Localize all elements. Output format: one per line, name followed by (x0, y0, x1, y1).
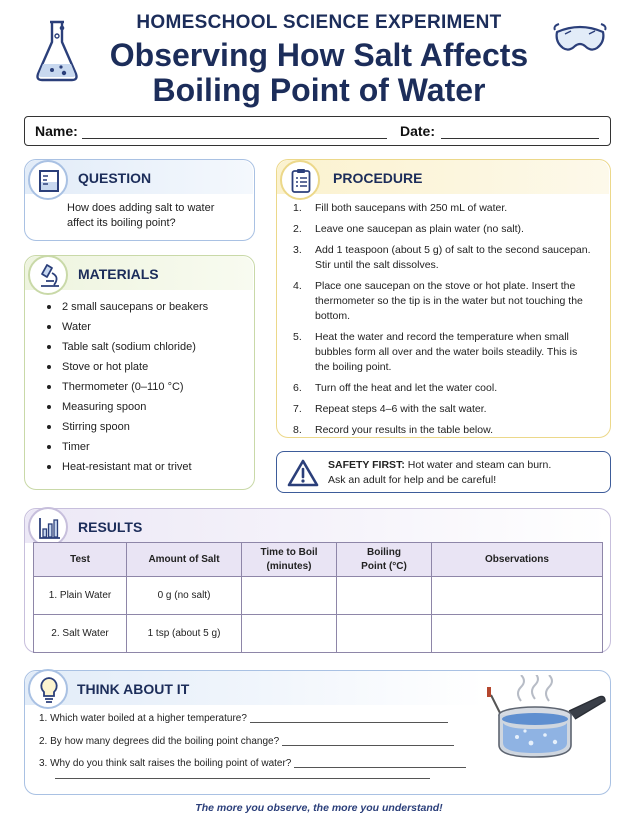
step-text: Add 1 teaspoon (about 5 g) of salt to the second saucepan. Stir until the salt dissolves. (315, 244, 591, 271)
procedure-heading: PROCEDURE (333, 170, 423, 186)
procedure-step (293, 330, 593, 375)
column-header: Boiling Point (°C) (337, 543, 432, 577)
clipboard-icon (291, 168, 311, 194)
results-table (33, 542, 603, 653)
procedure-step (293, 423, 593, 438)
think-question-2 (39, 736, 454, 747)
page-title (0, 38, 638, 108)
materials-heading: MATERIALS (78, 266, 159, 282)
time-to-boil-input[interactable] (242, 577, 337, 615)
time-to-boil-input[interactable] (242, 615, 337, 653)
column-header: Amount of Salt (127, 543, 242, 577)
goggles-icon (553, 22, 607, 56)
name-date-bar (24, 116, 611, 146)
step-number: 3. (293, 244, 302, 256)
question-text: 1. Which water boiled at a higher temperature? (39, 713, 247, 724)
procedure-icon-badge (280, 160, 320, 200)
materials-card (24, 255, 255, 490)
procedure-step (293, 201, 593, 216)
step-number: 7. (293, 403, 302, 415)
procedure-step (293, 381, 593, 396)
list-item: Thermometer (0–110 °C) (45, 378, 208, 398)
table-cell: 2. Salt Water (34, 615, 127, 653)
materials-icon-badge (28, 255, 68, 295)
name-label: Name: (35, 123, 78, 139)
boiling-point-input[interactable] (337, 615, 432, 653)
list-item: Stove or hot plate (45, 358, 208, 378)
procedure-header (277, 160, 609, 194)
boiling-pot-icon (483, 675, 607, 765)
results-heading: RESULTS (78, 519, 143, 535)
beaker-icon (38, 169, 60, 193)
step-text: Repeat steps 4–6 with the salt water. (315, 403, 487, 415)
results-icon-badge (28, 507, 68, 547)
answer-line[interactable] (250, 722, 448, 723)
step-text: Heat the water and record the temperature when small bubbles form all over and the water boils steadily. This is the boiling point. (315, 331, 578, 373)
safety-line-2: Ask an adult for help and be careful! (328, 474, 497, 486)
table-header-row (34, 543, 603, 577)
safety-label: SAFETY FIRST: (328, 459, 405, 471)
column-header: Observations (432, 543, 603, 577)
step-number: 6. (293, 382, 302, 394)
step-number: 2. (293, 223, 302, 235)
bar-chart-icon (38, 516, 62, 540)
lightbulb-icon (38, 676, 60, 704)
procedure-step (293, 402, 593, 417)
footer-tagline: The more you observe, the more you understand! (195, 802, 443, 814)
step-number: 1. (293, 202, 302, 214)
warning-icon (286, 458, 320, 488)
procedure-steps (293, 201, 593, 438)
step-text: Turn off the heat and let the water cool. (315, 382, 498, 394)
question-text: 3. Why do you think salt raises the boiling point of water? (39, 758, 292, 769)
step-number: 5. (293, 331, 302, 343)
question-text: How does adding salt to water affect its boiling point? (67, 202, 215, 229)
safety-box (276, 451, 611, 493)
boiling-point-input[interactable] (337, 577, 432, 615)
think-question-3 (39, 758, 466, 769)
title-line-1: Observing How Salt Affects (109, 37, 529, 73)
procedure-step (293, 243, 593, 273)
question-heading: QUESTION (78, 170, 152, 186)
list-item: Table salt (sodium chloride) (45, 338, 208, 358)
page-kicker: HOMESCHOOL SCIENCE EXPERIMENT (136, 12, 502, 33)
step-text: Fill both saucepans with 250 mL of water. (315, 202, 508, 214)
list-item: Timer (45, 438, 208, 458)
list-item: 2 small saucepans or beakers (45, 298, 208, 318)
question-card (24, 159, 255, 241)
list-item: Stirring spoon (45, 418, 208, 438)
step-text: Place one saucepan on the stove or hot plate. Insert the thermometer so the tip is in the water but not touching the bottom. (315, 280, 583, 322)
think-card (24, 670, 611, 795)
step-number: 8. (293, 424, 302, 436)
table-cell: 1. Plain Water (34, 577, 127, 615)
answer-line-extra[interactable] (55, 778, 430, 779)
think-question-1 (39, 713, 448, 724)
list-item: Heat-resistant mat or trivet (45, 458, 208, 478)
page-header (0, 0, 638, 112)
list-item: Water (45, 318, 208, 338)
step-text: Record your results in the table below. (315, 424, 494, 436)
procedure-step (293, 222, 593, 237)
table-row (34, 615, 603, 653)
answer-line[interactable] (282, 745, 454, 746)
procedure-card (276, 159, 611, 438)
table-cell: 1 tsp (about 5 g) (127, 615, 242, 653)
safety-line-1: Hot water and steam can burn. (407, 459, 552, 471)
date-field[interactable] (441, 138, 599, 139)
materials-list (45, 298, 208, 478)
procedure-step (293, 279, 593, 324)
date-label: Date: (400, 123, 436, 139)
question-icon-badge (28, 160, 68, 200)
table-row (34, 577, 603, 615)
think-heading: THINK ABOUT IT (77, 681, 190, 697)
column-header: Test (34, 543, 127, 577)
answer-line[interactable] (294, 767, 466, 768)
safety-text (328, 458, 551, 488)
column-header: Time to Boil (minutes) (242, 543, 337, 577)
table-cell: 0 g (no salt) (127, 577, 242, 615)
think-icon-badge (28, 669, 68, 709)
observations-input[interactable] (432, 615, 603, 653)
observations-input[interactable] (432, 577, 603, 615)
title-line-2: Boiling Point of Water (152, 72, 486, 108)
list-item: Measuring spoon (45, 398, 208, 418)
results-card (24, 508, 611, 653)
microscope-icon (38, 263, 62, 289)
question-text: 2. By how many degrees did the boiling point change? (39, 736, 280, 747)
step-number: 4. (293, 280, 302, 292)
name-field[interactable] (82, 138, 387, 139)
step-text: Leave one saucepan as plain water (no salt). (315, 223, 524, 235)
